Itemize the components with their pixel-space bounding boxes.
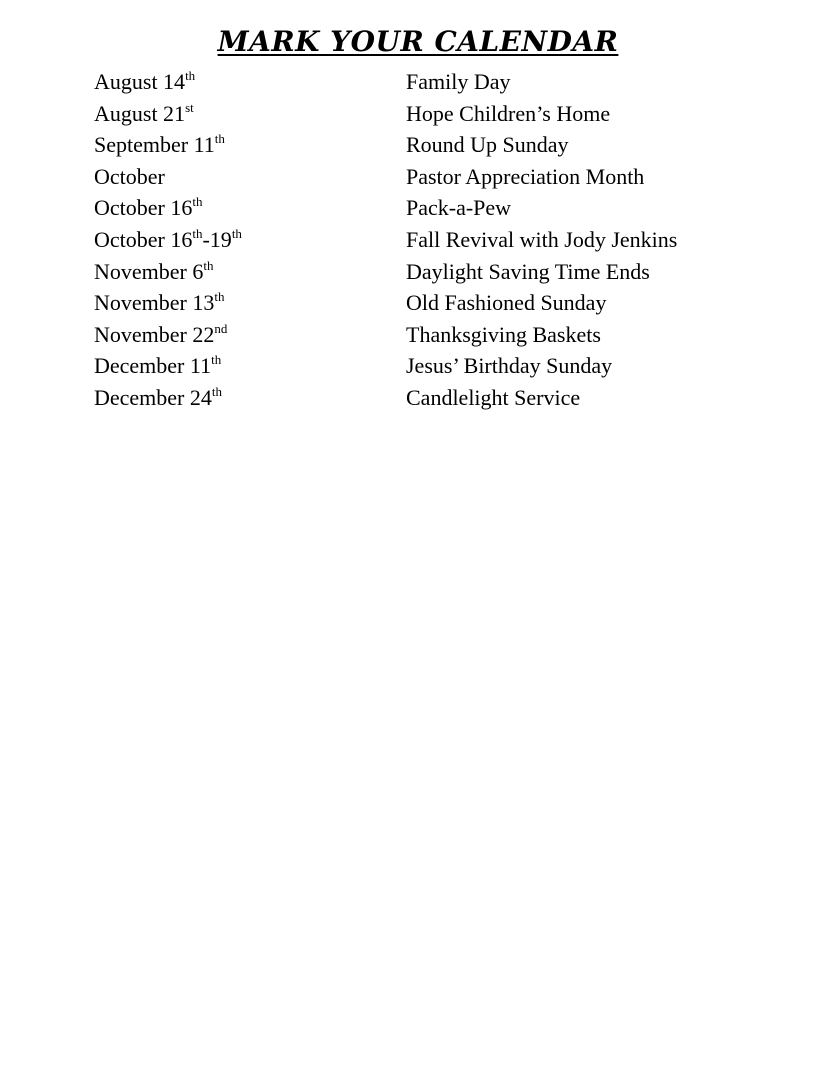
- date-suffix: th: [214, 131, 225, 147]
- event-name: Jesus’ Birthday Sunday: [406, 353, 613, 379]
- event-row: [94, 98, 794, 130]
- date-text: December 24: [94, 384, 212, 410]
- date-suffix: th: [214, 289, 225, 305]
- date-text: November 22: [94, 321, 215, 347]
- event-date: [94, 66, 195, 98]
- date-text: October: [94, 163, 165, 189]
- event-name: Hope Children’s Home: [406, 100, 611, 126]
- date-text: August 14: [94, 69, 186, 94]
- event-name: Pack-a-Pew: [406, 195, 512, 221]
- event-row: [94, 224, 794, 256]
- date-text: October 16: [94, 226, 193, 252]
- date-end-suffix: th: [231, 225, 242, 241]
- date-suffix: th: [203, 257, 214, 273]
- event-date: [94, 287, 224, 319]
- event-name: Daylight Saving Time Ends: [406, 258, 650, 284]
- date-end-text: -19: [202, 226, 232, 252]
- event-date: [94, 98, 194, 130]
- event-row: [94, 319, 794, 351]
- event-row: [94, 256, 794, 288]
- event-name: Thanksgiving Baskets: [406, 321, 601, 347]
- event-date: [94, 129, 225, 161]
- date-suffix: th: [192, 225, 203, 241]
- event-date: [94, 224, 242, 256]
- event-name: Family Day: [406, 69, 511, 94]
- event-name: Candlelight Service: [406, 384, 581, 410]
- event-row: [94, 161, 794, 193]
- event-date: [94, 192, 202, 224]
- event-date: [94, 319, 227, 351]
- event-row: [94, 129, 794, 161]
- event-row: [94, 350, 794, 382]
- event-name: Fall Revival with Jody Jenkins: [406, 226, 678, 252]
- date-text: December 11: [94, 353, 212, 379]
- date-text: November 6: [94, 258, 204, 284]
- date-text: November 13: [94, 290, 215, 316]
- event-row: [94, 287, 794, 319]
- date-text: October 16: [94, 195, 193, 221]
- date-text: August 21: [94, 100, 186, 126]
- date-suffix: th: [211, 383, 223, 399]
- event-list: [94, 66, 794, 414]
- date-suffix: st: [185, 99, 194, 115]
- date-text: September 11: [94, 132, 215, 158]
- event-date: [94, 256, 213, 288]
- date-suffix: nd: [214, 320, 228, 336]
- event-row: [94, 66, 794, 98]
- date-suffix: th: [211, 352, 222, 368]
- page-title: MARK YOUR CALENDAR: [217, 25, 619, 58]
- event-name: Old Fashioned Sunday: [406, 290, 607, 316]
- event-row: [94, 192, 794, 224]
- date-suffix: th: [185, 68, 196, 83]
- event-date: [94, 382, 222, 414]
- event-row: [94, 382, 794, 414]
- date-suffix: th: [192, 194, 203, 210]
- event-date: [94, 161, 165, 193]
- event-name: Round Up Sunday: [406, 132, 569, 158]
- event-date: [94, 350, 221, 382]
- event-name: Pastor Appreciation Month: [406, 163, 645, 189]
